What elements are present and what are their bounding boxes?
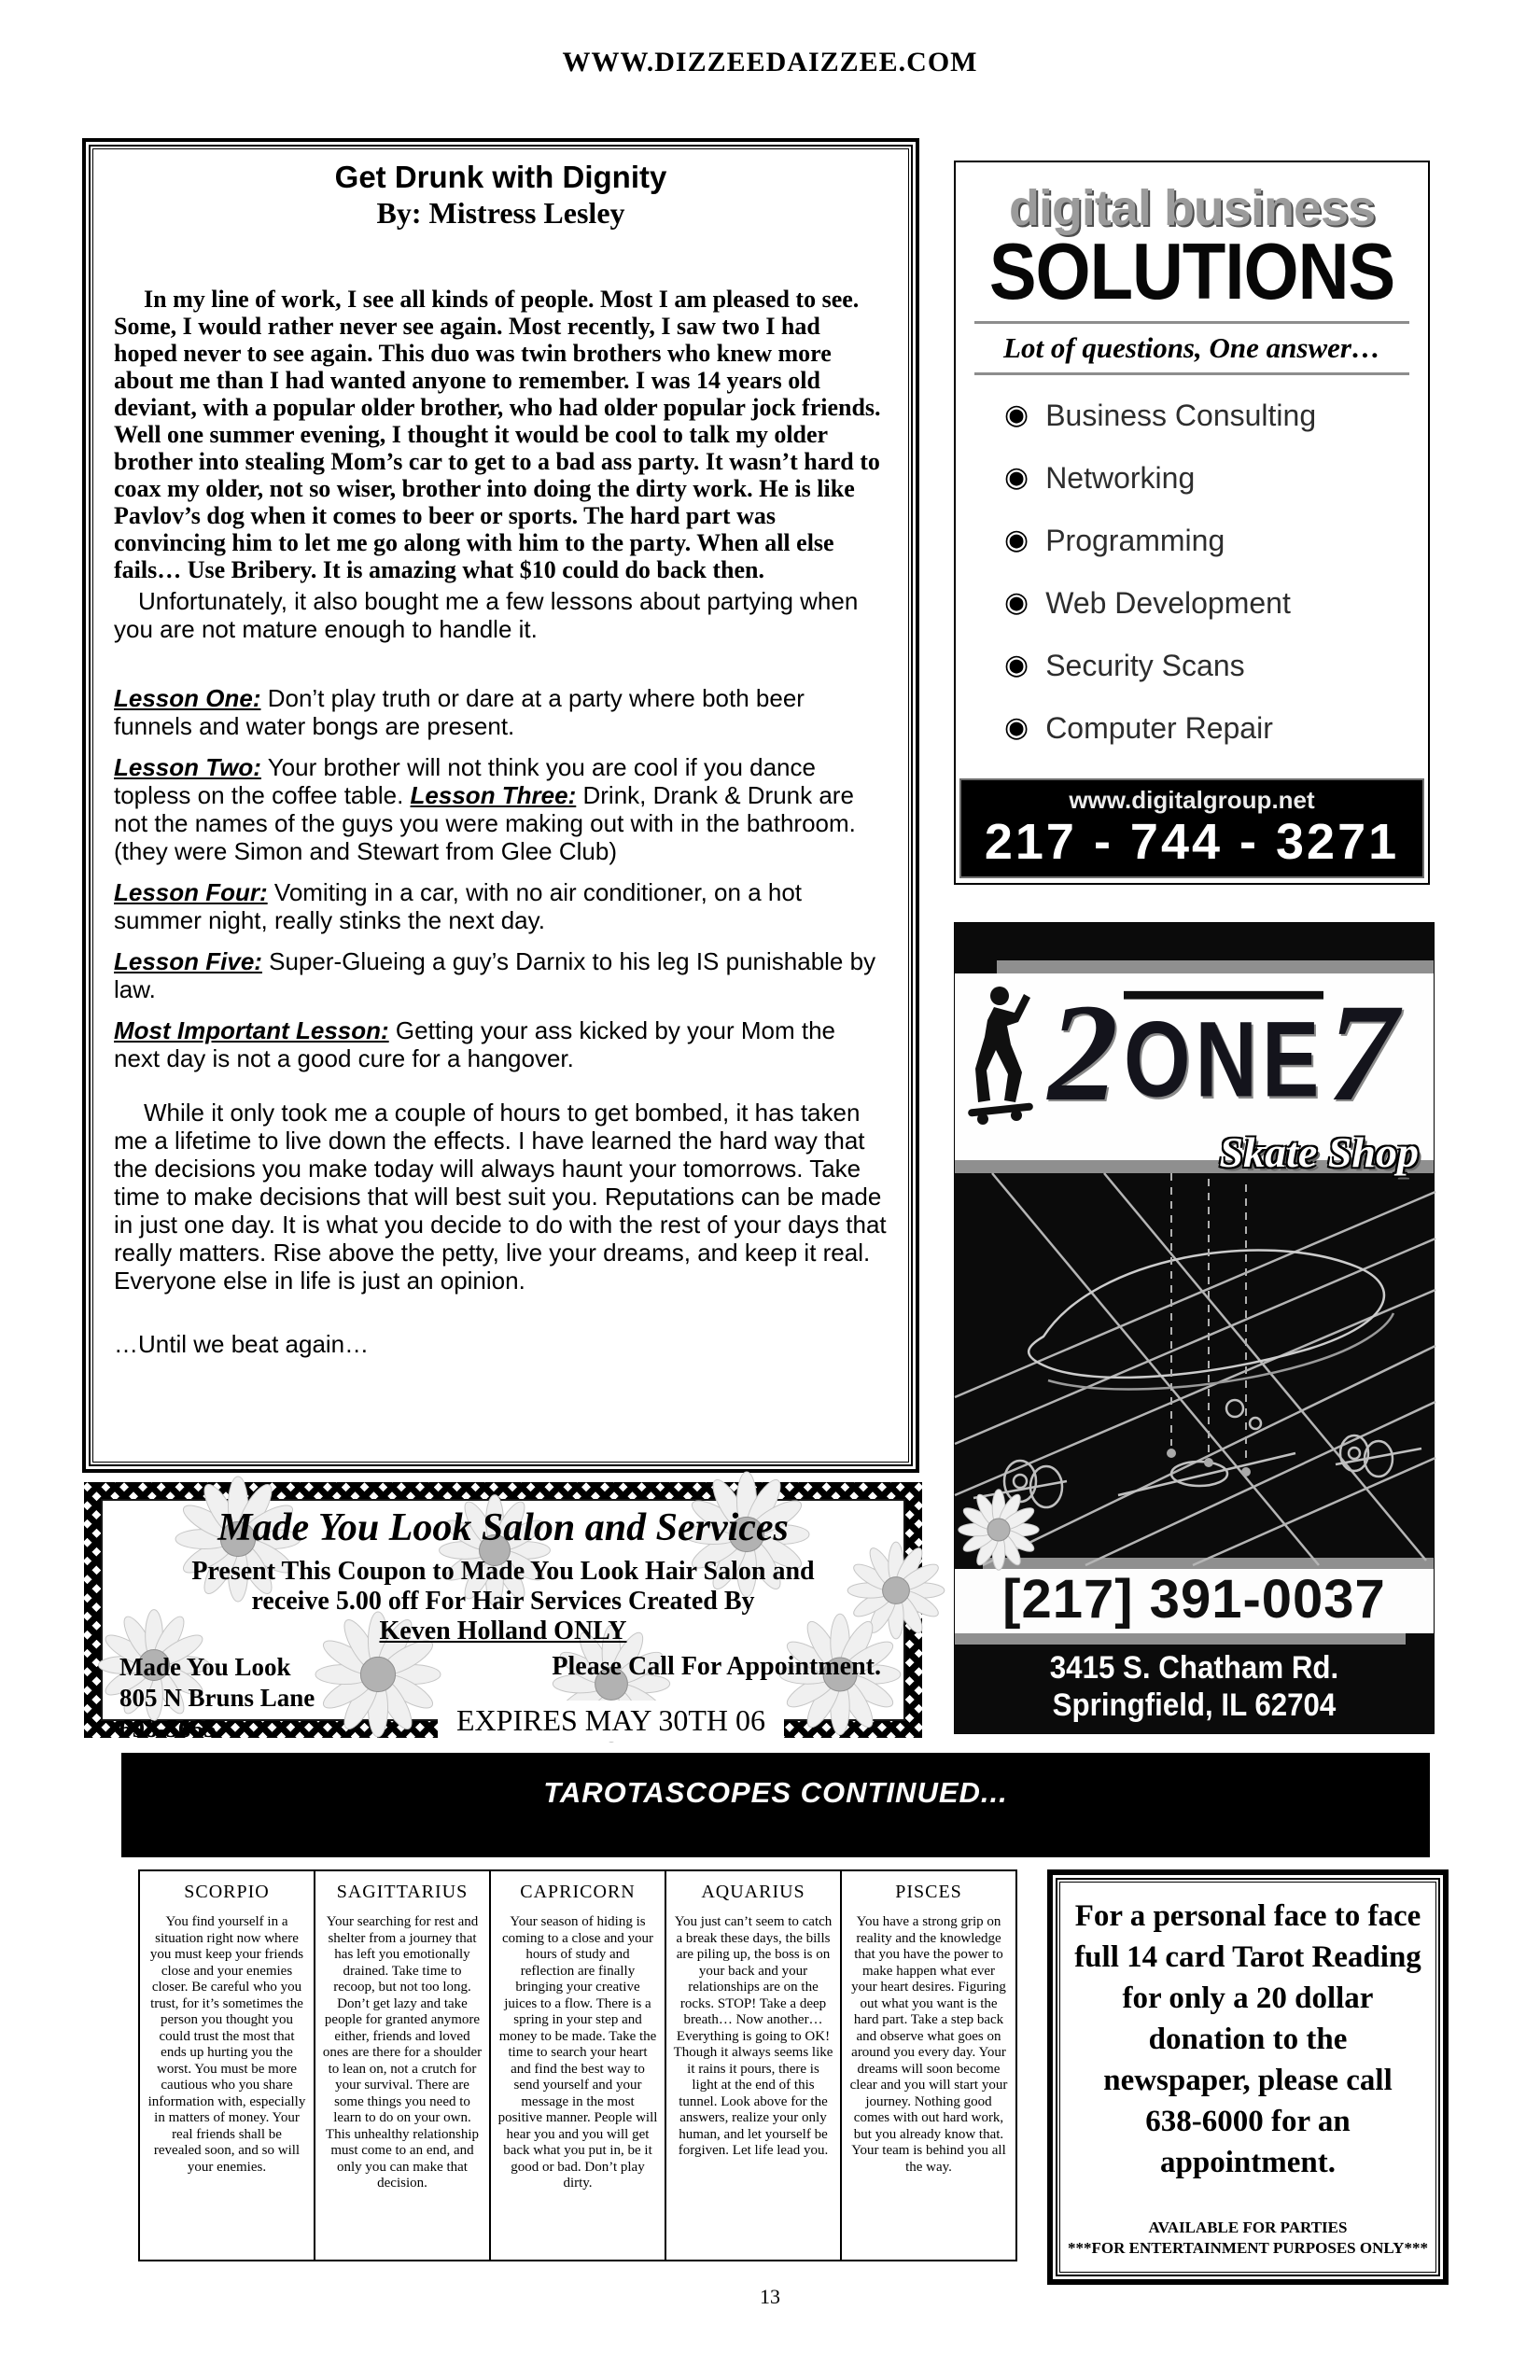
horoscope-table xyxy=(138,1869,1017,2261)
sign-reading: Your season of hiding is coming to a close and your hours of study and reflection are finally bringing your creative juices to a flow. There is a spring in your step and money to be made. Take the time to search your heart and find the best way to send yourself and your message in the most positive manner. People will hear you and you will get back what you put in, be it good or bad. Don’t play dirty. xyxy=(497,1914,658,2191)
coupon-business-name: Made You Look xyxy=(119,1653,291,1681)
lesson-three-text: Drink, Drank & Drunk are not the names of the guys you were making out with in the bathroom. (they were Simon and Stewart from Glee Club) xyxy=(114,781,856,865)
article-content xyxy=(92,148,909,1463)
sign-reading: Your searching for rest and shelter from a journey that has left you emotionally drained. Take time to recoop, but not too long. Don’t get lazy and take people for granted anymore either, friends and loved ones are there for a shoulder to lean on, not a crutch for your survival. There are some things you need to learn to do on your own. This unhealthy relationship must come to an end, and only you can make that decision. xyxy=(322,1914,483,2191)
tarot-ad-body: For a personal face to face full 14 card Tarot Reading for only a 20 dollar donation to the newspaper, please call 638-6000 for an appointment. xyxy=(1074,1899,1421,2179)
lesson-two-text: Your brother will not think you are cool if you dance topless on the coffee table. xyxy=(114,753,816,809)
gray-stripe xyxy=(955,1633,1406,1645)
service-item xyxy=(1004,462,1428,494)
digital-ad-contact-box xyxy=(959,778,1424,878)
service-label: Computer Repair xyxy=(1045,711,1273,745)
horoscope-column-capricorn xyxy=(489,1869,666,2261)
sign-name: CAPRICORN xyxy=(520,1882,636,1902)
lesson-two-label: Lesson Two: xyxy=(114,753,261,781)
service-item xyxy=(1004,650,1428,681)
skate-shop-ad xyxy=(954,922,1435,1734)
wordmark-one: ONE xyxy=(1124,991,1323,1113)
digital-ad-brand-main: SOLUTIONS xyxy=(988,227,1395,317)
most-important-lesson xyxy=(114,1016,888,1072)
skater-silhouette-icon xyxy=(962,983,1042,1151)
wordmark-digit-7: 7 xyxy=(1327,975,1398,1130)
skate-shop-script-label: Skate Shop xyxy=(1219,1128,1419,1176)
digital-ad-brand-top: digital business xyxy=(1008,180,1376,236)
lesson-four-label: Lesson Four: xyxy=(114,878,268,906)
bullet-target-icon: ◉ xyxy=(1004,399,1029,431)
site-url-header: WWW.DIZZEEDAIZZEE.COM xyxy=(562,47,978,77)
service-label: Web Development xyxy=(1045,586,1291,620)
article-box xyxy=(82,138,919,1473)
horoscope-column-aquarius xyxy=(665,1869,842,2261)
article-signoff: …Until we beat again… xyxy=(114,1330,370,1358)
tarotascopes-banner: TAROTASCOPES CONTINUED... xyxy=(121,1753,1430,1857)
horoscope-column-scorpio xyxy=(138,1869,315,2261)
lesson-one-label: Lesson One: xyxy=(114,684,261,712)
article-paragraph: Unfortunately, it also bought me a few lessons about partying when you are not mature enough to handle it. xyxy=(114,587,859,643)
skate-shop-wordmark xyxy=(1048,975,1398,1130)
tarot-reading-ad xyxy=(1047,1869,1449,2285)
tarot-ad-notes xyxy=(1060,2218,1435,2259)
horoscope-column-pisces xyxy=(840,1869,1017,2261)
lesson-one xyxy=(114,684,888,740)
salon-coupon-content xyxy=(103,1501,903,1743)
lesson-three-label: Lesson Three: xyxy=(410,781,577,809)
wordmark-digit-2: 2 xyxy=(1048,975,1118,1130)
service-item xyxy=(1004,525,1428,556)
sign-name: PISCES xyxy=(895,1882,962,1902)
coupon-bottom-row xyxy=(116,1652,890,1755)
tarot-ad-content xyxy=(1059,1882,1436,2273)
sign-reading: You just can’t seem to catch a break these days, the bills are piling up, the boss is on your back and your relationships are on the rocks. STOP! Take a deep breath… Now another… Everything is going to OK! Though it always seems like it rains it pours, there is light at the end of this tunnel. Look above for the answers, realize your only human, and let yourself be forgiven. Let life lead you. xyxy=(673,1914,833,2158)
most-important-lesson-text: Getting your ass kicked by your Mom the next day is not a good cure for a hangover. xyxy=(114,1016,835,1072)
skate-shop-address-line1: 3415 S. Chatham Rd. xyxy=(1049,1650,1339,1686)
sign-name: AQUARIUS xyxy=(701,1882,805,1902)
lesson-four-text: Vomiting in a car, with no air conditioner, on a hot summer night, really stinks the next day. xyxy=(114,878,803,934)
bullet-target-icon: ◉ xyxy=(1004,711,1029,744)
divider-rule xyxy=(974,372,1409,375)
coupon-call-note: Please Call For Appointment. xyxy=(552,1652,881,1681)
article-byline: By: Mistress Lesley xyxy=(376,196,625,230)
coupon-stylist-name: Keven Holland ONLY xyxy=(379,1617,627,1645)
lesson-one-text: Don’t play truth or dare at a party where both beer funnels and water bongs are present. xyxy=(114,684,805,740)
tarot-ad-note-disclaimer: ***FOR ENTERTAINMENT PURPOSES ONLY*** xyxy=(1068,2239,1428,2257)
service-item xyxy=(1004,587,1428,619)
lesson-five-text: Super-Glueing a guy’s Darnix to his leg IS punishable by law. xyxy=(114,947,876,1003)
page-number: 13 xyxy=(760,2285,780,2308)
sign-reading: You find yourself in a situation right now where you must keep your friends close and your enemies closer. Be careful who you trust, for it’s sometimes the person you thought you could trust the most that ends up hurting you the worst. You must be more cautious who you share information with, especially in matters of money. Your real friends shall be revealed soon, and so will your enemies. xyxy=(147,1914,306,2175)
coupon-offer-text: Present This Coupon to Made You Look Hair Salon and receive 5.00 off For Hair Services Created By xyxy=(191,1557,815,1616)
skateboard-exploded-diagram xyxy=(955,1173,1435,1565)
article-intro-paragraph: In my line of work, I see all kinds of people. Most I am pleased to see. Some, I would rather never see again. Most recently, I saw two I had hoped never to see again. This duo was twin brothers who knew more about me than I had wanted anyone to remember. I was 14 years old deviant, with a popular older brother, who had older popular jock friends. Well one summer evening, I thought it would be cool to talk my older brother into stealing Mom’s car to get to a bad ass party. It wasn’t hard to coax my older, not so wiser, brother into doing the dirty work. He is like Pavlov’s dog when it comes to beer or sports. The hard part was convincing him to let me go along with him to the party. When all else fails… Use Bribery. It is amazing what $10 could do back then. xyxy=(114,286,881,583)
service-label: Security Scans xyxy=(1045,649,1245,682)
digital-ad-website: www.digitalgroup.net xyxy=(1069,786,1315,814)
skateboard-line-art xyxy=(955,1173,1434,1558)
bullet-target-icon: ◉ xyxy=(1004,649,1029,681)
lesson-two-three xyxy=(114,753,888,865)
article-title: Get Drunk with Dignity xyxy=(334,160,667,194)
article-box-inner-rule xyxy=(89,145,913,1466)
tarot-ad-note-parties: AVAILABLE FOR PARTIES xyxy=(1148,2219,1348,2236)
coupon-title: Made You Look Salon and Services xyxy=(217,1506,789,1549)
sign-name: SAGITTARIUS xyxy=(336,1882,469,1902)
service-item xyxy=(1004,712,1428,744)
coupon-business-address: 805 N Bruns Lane xyxy=(119,1684,315,1712)
coupon-expiration: EXPIRES MAY 30TH 06 xyxy=(438,1701,784,1742)
coupon-business-block xyxy=(119,1652,315,1744)
coupon-business-phone: 698-5665 xyxy=(119,1715,217,1743)
salon-coupon-inner xyxy=(101,1499,905,1743)
skate-shop-address xyxy=(974,1645,1415,1733)
most-important-lesson-label: Most Important Lesson: xyxy=(114,1016,389,1044)
digital-ad-service-list xyxy=(1004,399,1428,744)
lesson-four xyxy=(114,878,888,934)
gray-stripe xyxy=(997,960,1434,973)
service-item xyxy=(1004,399,1428,431)
bullet-target-icon: ◉ xyxy=(1004,461,1029,494)
service-label: Business Consulting xyxy=(1045,399,1317,432)
sign-name: SCORPIO xyxy=(184,1882,270,1902)
salon-coupon xyxy=(84,1482,922,1743)
digital-business-solutions-ad xyxy=(954,161,1430,885)
service-label: Programming xyxy=(1045,524,1225,557)
horoscope-column-sagittarius xyxy=(314,1869,491,2261)
bullet-target-icon: ◉ xyxy=(1004,524,1029,556)
skate-ad-top-band xyxy=(955,923,1434,960)
lesson-five xyxy=(114,947,888,1003)
sign-reading: You have a strong grip on reality and the knowledge that you have the power to make happen what ever your heart desires. Figuring out what you want is the hard part. Take a step back and observe what goes on around you every day. Your dreams will soon become clear and you will start your journey. Nothing good comes with out hard work, but you already know that. Your team is behind you all the way. xyxy=(849,1914,1008,2175)
digital-ad-phone: 217 - 744 - 3271 xyxy=(984,814,1400,870)
skate-shop-address-line2: Springfield, IL 62704 xyxy=(1052,1687,1337,1723)
service-label: Networking xyxy=(1045,461,1196,495)
tarot-ad-inner-rule xyxy=(1056,1878,1440,2276)
lesson-five-label: Lesson Five: xyxy=(114,947,262,975)
skate-shop-phone: [217] 391-0037 xyxy=(955,1569,1434,1633)
article-closing-paragraph: While it only took me a couple of hours to get bombed, it has taken me a lifetime to live down the effects. I have learned the hard way that the decisions you make today will always haunt your tomorrows. Take time to make decisions that will best suit you. Reputations can be made in just one day. It is what you decide to do with the rest of your days that really matters. Rise above the petty, live your dreams, and keep it real. Everyone else in life is just an opinion. xyxy=(114,1099,887,1295)
digital-ad-tagline: Lot of questions, One answer… xyxy=(1003,331,1380,364)
bullet-target-icon: ◉ xyxy=(1004,586,1029,619)
divider-rule xyxy=(974,321,1409,324)
